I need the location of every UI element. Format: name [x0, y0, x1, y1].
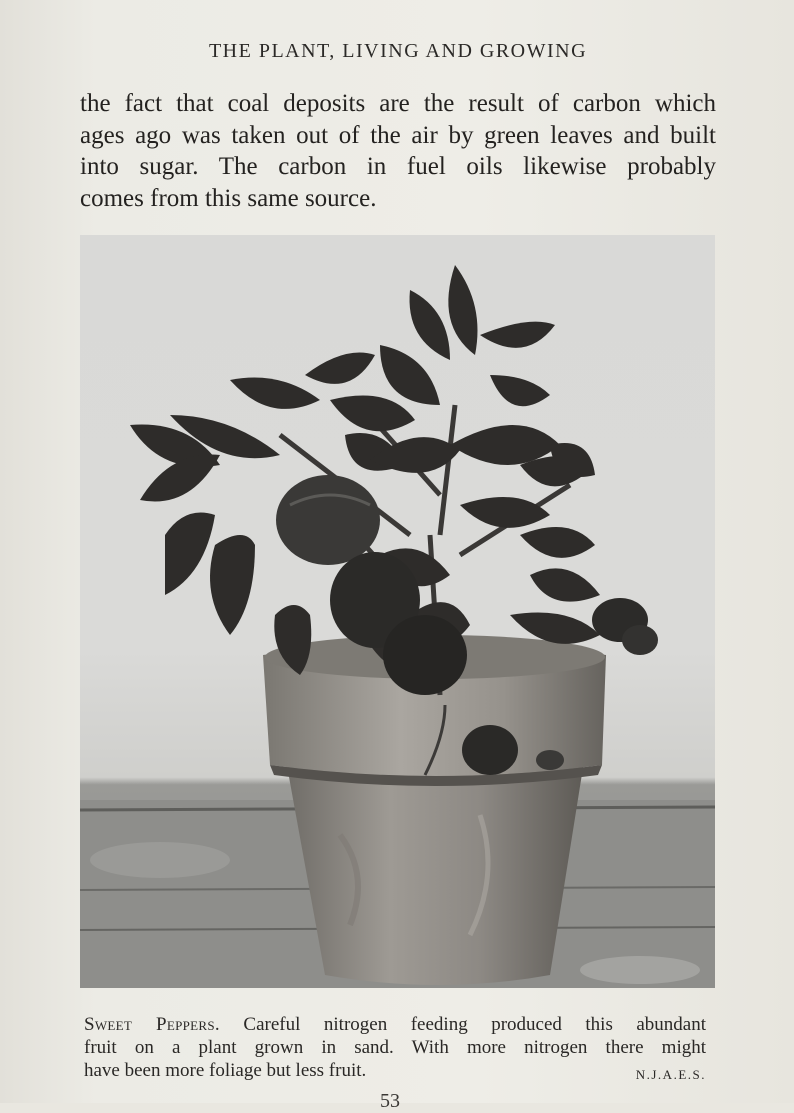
- photo-illustration: [80, 235, 715, 988]
- running-head: THE PLANT, LIVING AND GROWING: [208, 40, 588, 62]
- caption-line-2: fruit on a plant grown in sand. With more nitrogen there might: [84, 1037, 706, 1058]
- body-line-2: ages ago was taken out of the air by green leaves and built: [80, 121, 716, 149]
- body-paragraph: [80, 88, 716, 214]
- page-number: 53: [380, 1090, 400, 1112]
- photo-credit: N.J.A.E.S.: [635, 1067, 706, 1082]
- caption-title: Sweet Peppers.: [84, 1014, 220, 1035]
- body-line-1: the fact that coal deposits are the result of carbon which: [80, 90, 716, 117]
- caption-text-3: have been more foliage but less fruit.: [84, 1060, 367, 1081]
- plant-photograph: [80, 235, 715, 988]
- caption-text-1: Careful nitrogen feeding produced this abundant: [219, 1014, 706, 1035]
- caption-line-1: [84, 1013, 706, 1036]
- figure-caption: [84, 1013, 706, 1086]
- body-line-4: comes from this same source.: [80, 184, 377, 212]
- caption-line-3: [84, 1059, 706, 1086]
- body-line-3: into sugar. The carbon in fuel oils likewise probably: [80, 153, 716, 180]
